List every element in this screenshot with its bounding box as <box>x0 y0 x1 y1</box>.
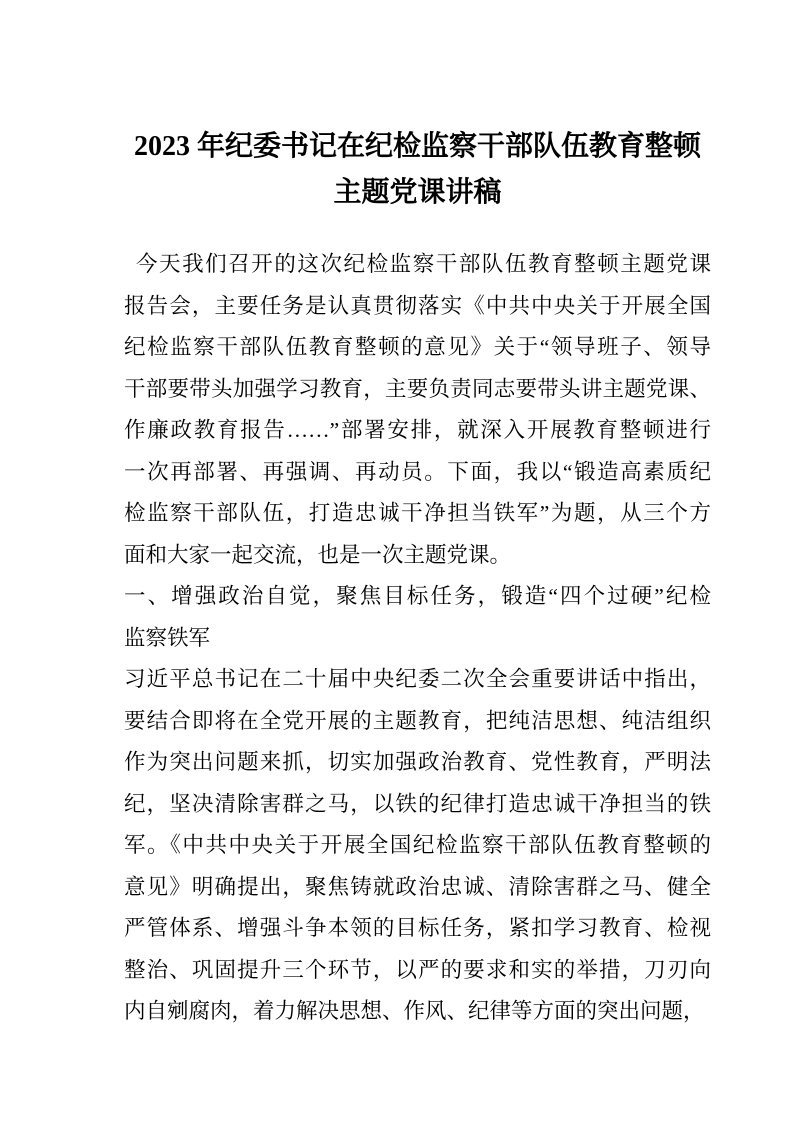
text-line: 作廉政教育报告……”部署安排，就深入开展教育整顿进行 <box>124 418 711 442</box>
text-line: 报告会，主要任务是认真贯彻落实《中共中央关于开展全国 <box>124 293 711 318</box>
paragraph <box>124 659 711 1033</box>
text-line: 严管体系、增强斗争本领的目标任务，紧扣学习教育、检视 <box>124 916 711 940</box>
section-heading <box>124 576 711 659</box>
text-line: 检监察干部队伍，打造忠诚干净担当铁军”为题，从三个方 <box>124 501 711 525</box>
text-line: 军。《中共中央关于开展全国纪检监察干部队伍教育整顿的 <box>124 833 711 857</box>
text-line: 整治、巩固提升三个环节，以严的要求和实的举措，刀刃向 <box>124 957 711 982</box>
document-title: 2023 年纪委书记在纪检监察干部队伍教育整顿主题党课讲稿 <box>133 131 701 208</box>
text-line: 面和大家一起交流，也是一次主题党课。 <box>124 542 512 567</box>
text-line: 干部要带头加强学习教育，主要负责同志要带头讲主题党课、 <box>124 376 711 401</box>
text-line: 纪，坚决清除害群之马，以铁的纪律打造忠诚干净担当的铁 <box>124 791 711 816</box>
text-line: 一、增强政治自觉，聚焦目标任务，锻造“四个过硬”纪检 <box>124 584 711 608</box>
text-line: 作为突出问题来抓，切实加强政治教育、党性教育，严明法 <box>124 750 711 774</box>
text-line: 习近平总书记在二十届中央纪委二次全会重要讲话中指出， <box>124 667 711 691</box>
text-line: 纪检监察干部队伍教育整顿的意见》关于“领导班子、领导 <box>124 335 711 359</box>
paragraph <box>124 244 711 576</box>
text-line: 内自剜腐肉，着力解决思想、作风、纪律等方面的突出问题， <box>124 999 705 1023</box>
document-body <box>124 244 711 1033</box>
text-line: 要结合即将在全党开展的主题教育，把纯洁思想、纯洁组织 <box>124 708 711 733</box>
text-line: 监察铁军 <box>124 625 211 650</box>
text-line: 意见》明确提出，聚焦铸就政治忠诚、清除害群之马、健全 <box>124 874 711 899</box>
text-line: 一次再部署、再强调、再动员。下面，我以“锻造高素质纪 <box>124 459 711 484</box>
text-line: 今天我们召开的这次纪检监察干部队伍教育整顿主题党课 <box>136 252 711 276</box>
